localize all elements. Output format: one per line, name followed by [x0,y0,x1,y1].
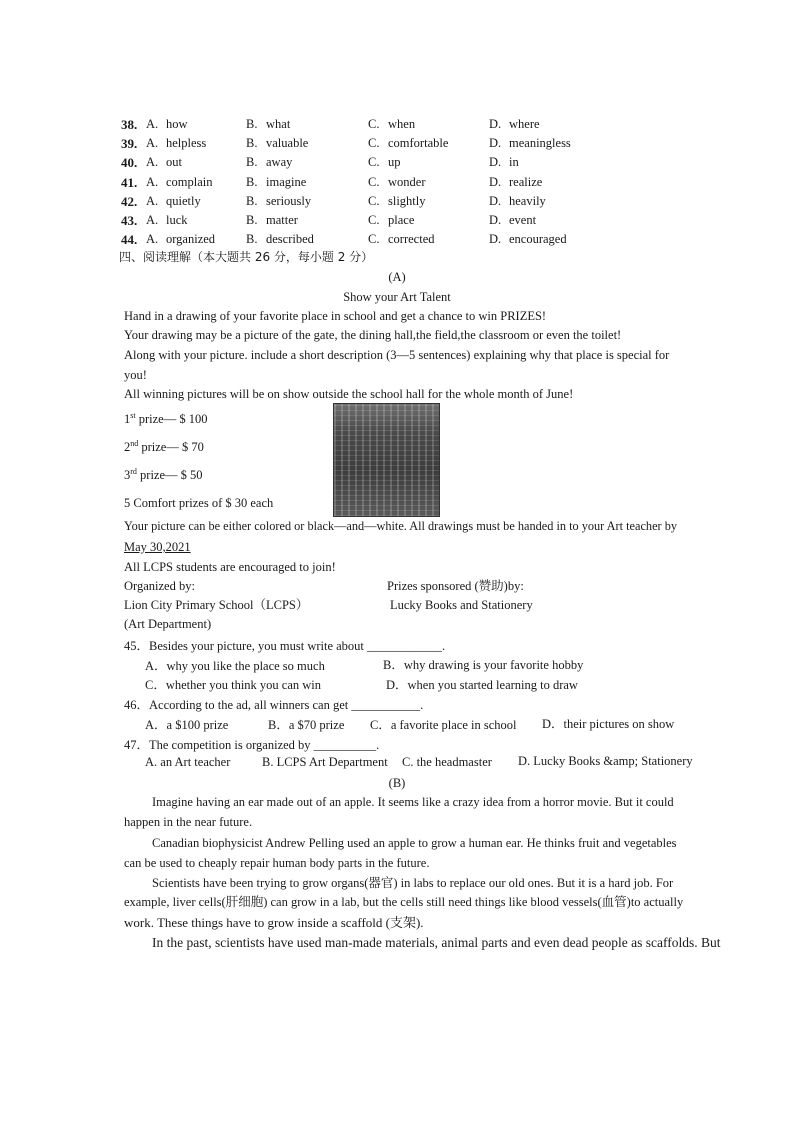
school-hall-photo [333,403,440,517]
passage-b-line: Scientists have been trying to grow organs(器官) in labs to replace our old ones. But it is a hard job. For [152,876,674,890]
prize-comfort: 5 Comfort prizes of $ 30 each [124,496,274,510]
q46-option-b[interactable]: B．a $70 prize [268,718,345,732]
encourage-line: All LCPS students are encouraged to join! [124,560,336,574]
option-d[interactable]: D. realize [489,174,543,189]
passage-a-line: All winning pictures will be on show outside the school hall for the whole month of June! [124,387,574,401]
option-b[interactable]: B. away [246,155,293,170]
q46-option-a[interactable]: A．a $100 prize [145,718,229,732]
question-number: 44. [121,232,138,248]
question-number: 39. [121,136,138,152]
q46-option-d[interactable]: D．their pictures on show [542,717,675,731]
q45-option-a[interactable]: A．why you like the place so much [145,659,325,673]
q47-option-a[interactable]: A. an Art teacher [145,755,231,769]
option-b[interactable]: B. valuable [246,136,309,151]
option-c[interactable]: C. when [368,117,416,131]
q47-option-b[interactable]: B. LCPS Art Department [262,755,388,769]
option-d[interactable]: D. where [489,117,540,131]
option-d[interactable]: D. in [489,155,519,170]
passage-a-line: you! [124,368,147,382]
passage-a-line: Your picture can be either colored or black—and—white. All drawings must be handed in to your Art teacher by [124,519,677,533]
question-number: 38. [121,117,138,132]
q47-option-c[interactable]: C. the headmaster [402,755,492,769]
passage-a-title: Show your Art Talent [343,290,451,304]
organizer-dept: (Art Department) [124,617,212,631]
prize-first: 1st prize— $ 100 [124,411,208,427]
q45-option-b[interactable]: B．why drawing is your favorite hobby [383,658,584,672]
organized-label: Organized by: [124,579,195,593]
option-c[interactable]: C. up [368,155,401,170]
option-b[interactable]: B. described [246,232,314,247]
passage-a-label: (A) [388,270,406,284]
question-number: 43. [121,212,138,228]
passage-b-line: can be used to cheaply repair human body parts in the future. [124,856,430,870]
option-a[interactable]: A. quietly [146,193,201,208]
option-c[interactable]: C. wonder [368,174,426,189]
prize-second: 2nd prize— $ 70 [124,439,204,455]
question-47-stem: 47．The competition is organized by __________. [124,738,380,752]
passage-a-line: Your drawing may be a picture of the gate, the dining hall,the field,the classroom or even the toilet! [124,328,622,342]
section-title: 四、阅读理解（本大题共 26 分，每小题 2 分） [119,250,374,264]
passage-b-label: (B) [388,776,406,790]
option-a[interactable]: A. complain [146,174,213,189]
option-a[interactable]: A. luck [146,212,188,227]
sponsor-name: Lucky Books and Stationery [390,598,533,612]
option-a[interactable]: A. helpless [146,136,207,151]
option-d[interactable]: D. meaningless [489,136,571,151]
question-45-stem: 45．Besides your picture, you must write about ____________. [124,639,446,653]
option-b[interactable]: B. what [246,117,291,131]
option-a[interactable]: A. organized [146,232,216,247]
q45-option-c[interactable]: C．whether you think you can win [145,678,322,692]
passage-b-line: Canadian biophysicist Andrew Pelling used an apple to grow a human ear. He thinks fruit and vegetables [152,836,677,850]
q45-option-d[interactable]: D．when you started learning to draw [386,678,578,692]
question-number: 40. [121,155,138,171]
option-b[interactable]: B. matter [246,212,298,227]
passage-b-line: example, liver cells(肝细胞) can grow in a lab, but the cells still need things like blood vessels(血管)to actually [124,895,684,909]
passage-a-line: Along with your picture. include a short description (3—5 sentences) explaining why that place is special for [124,348,670,362]
question-number: 42. [121,193,138,209]
option-d[interactable]: D. event [489,212,537,227]
option-c[interactable]: C. place [368,212,415,227]
passage-b-line: work. These things have to grow inside a scaffold (支架). [124,915,424,930]
option-d[interactable]: D. heavily [489,193,546,208]
passage-b-line: happen in the near future. [124,815,253,829]
option-d[interactable]: D. encouraged [489,232,567,247]
option-b[interactable]: B. imagine [246,174,307,189]
prize-third: 3rd prize— $ 50 [124,467,203,483]
question-number: 41. [121,174,138,190]
option-a[interactable]: A. how [146,117,188,131]
sponsor-label: Prizes sponsored (赞助)by: [387,579,524,593]
option-c[interactable]: C. corrected [368,232,435,247]
question-46-stem: 46．According to the ad, all winners can get ___________. [124,698,424,712]
passage-b-line: Imagine having an ear made out of an apple. It seems like a crazy idea from a horror movie. But it could [152,795,674,809]
q46-option-c[interactable]: C．a favorite place in school [370,718,517,732]
passage-a-line: Hand in a drawing of your favorite place in school and get a chance to win PRIZES! [124,309,547,323]
organizer-school: Lion City Primary School（LCPS） [124,598,309,612]
option-a[interactable]: A. out [146,155,182,170]
deadline: May 30,2021 [124,540,191,554]
passage-b-line: In the past, scientists have used man-made materials, animal parts and even dead people as scaffolds. But [152,935,721,950]
q47-option-d[interactable]: D. Lucky Books &amp; Stationery [518,754,693,768]
option-c[interactable]: C. comfortable [368,136,449,151]
option-b[interactable]: B. seriously [246,193,312,208]
option-c[interactable]: C. slightly [368,193,426,208]
